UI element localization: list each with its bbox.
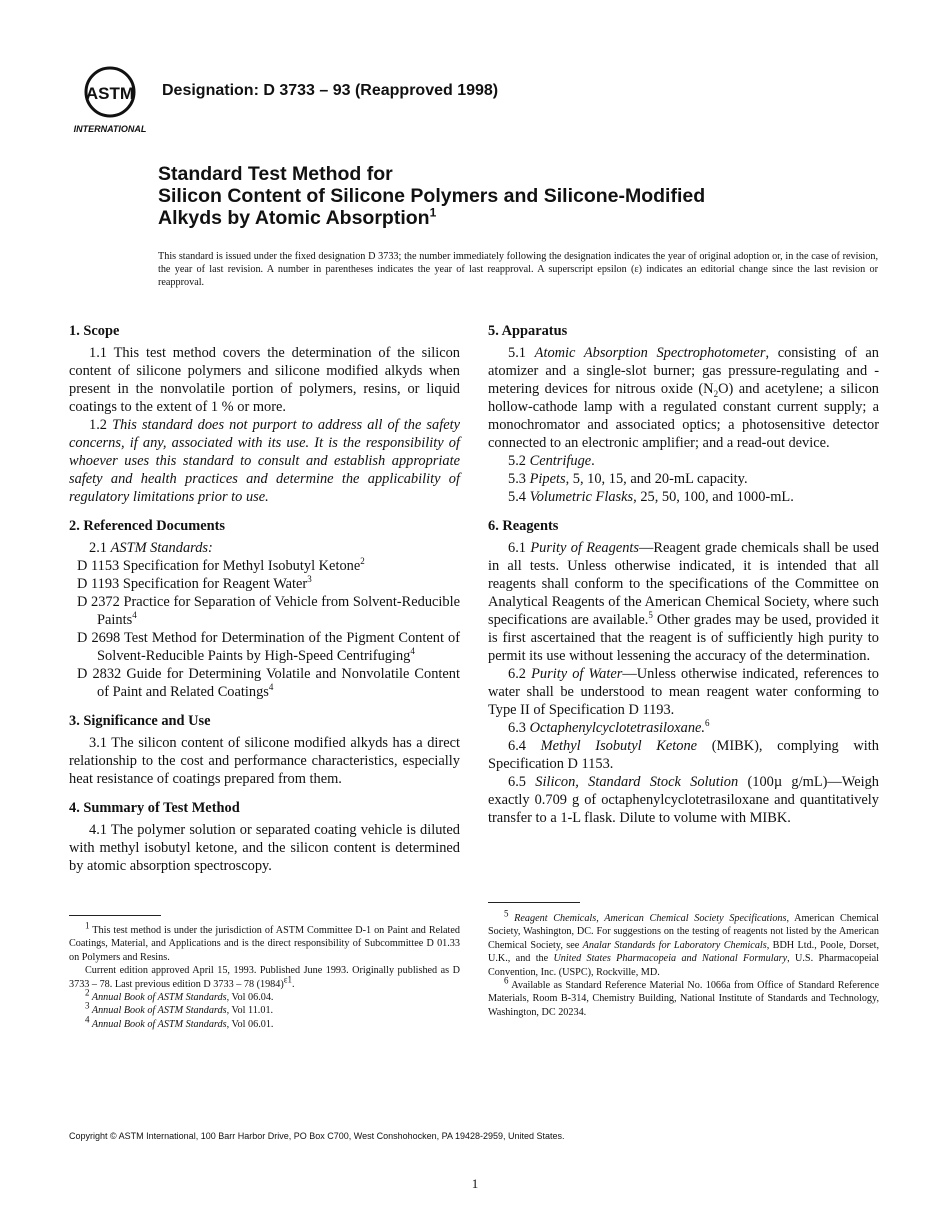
astm-logo-icon xyxy=(68,66,152,138)
document-title xyxy=(158,163,858,229)
footnote: $^2$ Annual Book of ASTM Standards, Vol 06.04. xyxy=(85,987,274,1004)
paragraph: 4.1 The polymer solution or separated coating vehicle is diluted with methyl isobutyl ketone, and the silicon content is determined by atomic absorption spectroscopy. xyxy=(69,822,460,874)
paragraph: 6.4 Methyl Isobutyl Ketone (MIBK), complying with Specification D 1153. xyxy=(488,738,879,772)
footnote: $^4$ Annual Book of ASTM Standards, Vol 06.01. xyxy=(85,1014,274,1030)
paragraph: 6.3 Octaphenylcyclotetrasiloxane.$^6$ xyxy=(508,718,710,736)
paragraph: 6.5 Silicon, Standard Stock Solution (100µ g/mL)—Weigh exactly 0.709 g of octaphenylcyclotetrasiloxane and quantitatively transfer to a 1-L flask. Dilute to volume with MIBK. xyxy=(488,774,879,826)
astm-logo xyxy=(68,66,152,138)
paragraph: 6.1 Purity of Reagents—Reagent grade chemicals shall be used in all tests. Unless otherwise indicated, it is intended that all reagents shall conform to the specifications of the Committee on Analytical Reagents of the American Chemical Society, where such specifications are available.$^5$ Other grades may be used, provided it is first ascertained that the reagent is of sufficiently high purity to permit its use without lessening the accuracy of the determination. xyxy=(488,540,879,664)
footnote-divider-right xyxy=(488,902,580,903)
section-significance xyxy=(69,712,460,788)
section-heading: 2. Referenced Documents xyxy=(69,518,225,534)
section-reagents xyxy=(488,517,879,827)
paragraph: 5.2 Centrifuge. xyxy=(508,453,595,469)
footnote: $^5$ Reagent Chemicals, American Chemical Society Specifications, American Chemical Society, Washington, DC. For suggestions on the testing of reagents not listed by the American Chemical Society, see Analar Standards for Laboratory Chemicals, BDH Ltd., Poole, Dorset, U.K., and the United States Pharmacopeia and National Formulary, U.S. Pharmacopeial Convention, Inc. (USPC), Rockville, MD. xyxy=(488,908,880,978)
page-number: 1 xyxy=(471,1176,479,1191)
designation: Designation: D 3733 – 93 (Reapproved 1998) xyxy=(162,82,499,99)
title-footnote-mark: 1 xyxy=(429,205,437,220)
svg-text:INTERNATIONAL: INTERNATIONAL xyxy=(73,124,147,134)
paragraph: 5.4 Volumetric Flasks, 25, 50, 100, and 1000-mL. xyxy=(508,489,794,505)
footnotes-left xyxy=(69,920,460,1031)
paragraph: 2.1 ASTM Standards: xyxy=(89,540,213,556)
section-heading: 4. Summary of Test Method xyxy=(69,800,240,816)
section-heading: 6. Reagents xyxy=(488,518,559,534)
section-heading: 3. Significance and Use xyxy=(69,713,211,729)
paragraph: 1.1 This test method covers the determination of the silicon content of silicone polymers and silicone modified alkyds when present in the nonvolatile portion of polymers, resins, or liquid coatings to the extent of 1 % or more. xyxy=(69,345,460,415)
reference-item: D 2832 Guide for Determining Volatile and Nonvolatile Content of Paint and Related Coatings$^4$ xyxy=(77,666,460,700)
reference-item: D 1153 Specification for Methyl Isobutyl Ketone$^2$ xyxy=(77,556,365,574)
section-apparatus xyxy=(488,322,879,506)
svg-text:ASTM: ASTM xyxy=(85,84,135,103)
footnote: $^6$ Available as Standard Reference Material No. 1066a from Office of Standard Reference Materials, Room B-314, Chemistry Building, National Institute of Standards and Technology, Washington, DC 20234. xyxy=(488,975,879,1018)
section-summary xyxy=(69,799,460,875)
title-line-1: Standard Test Method for xyxy=(158,163,393,185)
paragraph: 5.1 Atomic Absorption Spectrophotometer, consisting of an atomizer and a single-slot burner; gas pressure-regulating and -metering devices for nitrous oxide $(N_2O)$ and acetylene; a silicon hollow-cathode lamp with a regulated constant current supply; a monochromator and associated optics; a photosensitive detector connected to an electronic amplifier; and a read-out device. xyxy=(488,345,880,451)
section-referenced-documents xyxy=(69,517,460,701)
section-scope xyxy=(69,322,460,506)
reference-item: D 2372 Practice for Separation of Vehicle from Solvent-Reducible Paints$^4$ xyxy=(77,594,460,628)
left-column xyxy=(69,322,460,886)
copyright-notice: Copyright © ASTM International, 100 Barr Harbor Drive, PO Box C700, West Conshohocken, PA 19428-2959, United States. xyxy=(69,1131,565,1141)
footnote: Current edition approved April 15, 1993. Published June 1993. Originally published as D 3733 – 78. Last previous edition D 3733 – 78 $(1984)^{\varepsilon 1}$. xyxy=(69,965,460,990)
reference-item: D 1193 Specification for Reagent Water$^3$ xyxy=(77,574,312,592)
footnotes-right xyxy=(488,908,880,1019)
reference-item: D 2698 Test Method for Determination of the Pigment Content of Solvent-Reducible Paints by High-Speed Centrifuging$^4$ xyxy=(77,630,460,664)
title-line-3: Alkyds by Atomic Absorption$^1$ xyxy=(158,205,437,229)
title-line-2: Silicon Content of Silicone Polymers and Silicone-Modified xyxy=(158,185,706,207)
paragraph: 3.1 The silicon content of silicone modified alkyds has a direct relationship to the cost and performance characteristics, especially heat resistance of coatings prepared from them. xyxy=(69,735,460,787)
section-heading: 1. Scope xyxy=(69,323,120,339)
footnote: $^1$ This test method is under the jurisdiction of ASTM Committee D-1 on Paint and Related Coatings, Material, and Applications and is the direct responsibility of Subcommittee D 01.33 on Polymers and Resins. xyxy=(69,920,460,963)
paragraph: 6.2 Purity of Water—Unless otherwise indicated, references to water shall be understood to mean reagent water conforming to Type II of Specification D 1193. xyxy=(488,666,879,718)
right-column xyxy=(488,322,879,838)
footnote: $^3$ Annual Book of ASTM Standards, Vol 11.01. xyxy=(85,1001,274,1017)
paragraph: 1.2 This standard does not purport to address all of the safety concerns, if any, associated with its use. It is the responsibility of whoever uses this standard to consult and establish appropriate safety and health practices and determine the applicability of regulatory limitations prior to use. xyxy=(69,417,460,505)
footnote-divider-left xyxy=(69,915,161,916)
standard-notice: This standard is issued under the fixed designation D 3733; the number immediately following the designation indicates the year of original adoption or, in the case of revision, the year of last revision. A number in parentheses indicates the year of last reapproval. A superscript epsilon (ε) indicates an editorial change since the last revision or reapproval. xyxy=(158,251,878,289)
paragraph: 5.3 Pipets, 5, 10, 15, and 20-mL capacity. xyxy=(508,471,748,487)
section-heading: 5. Apparatus xyxy=(488,323,568,339)
